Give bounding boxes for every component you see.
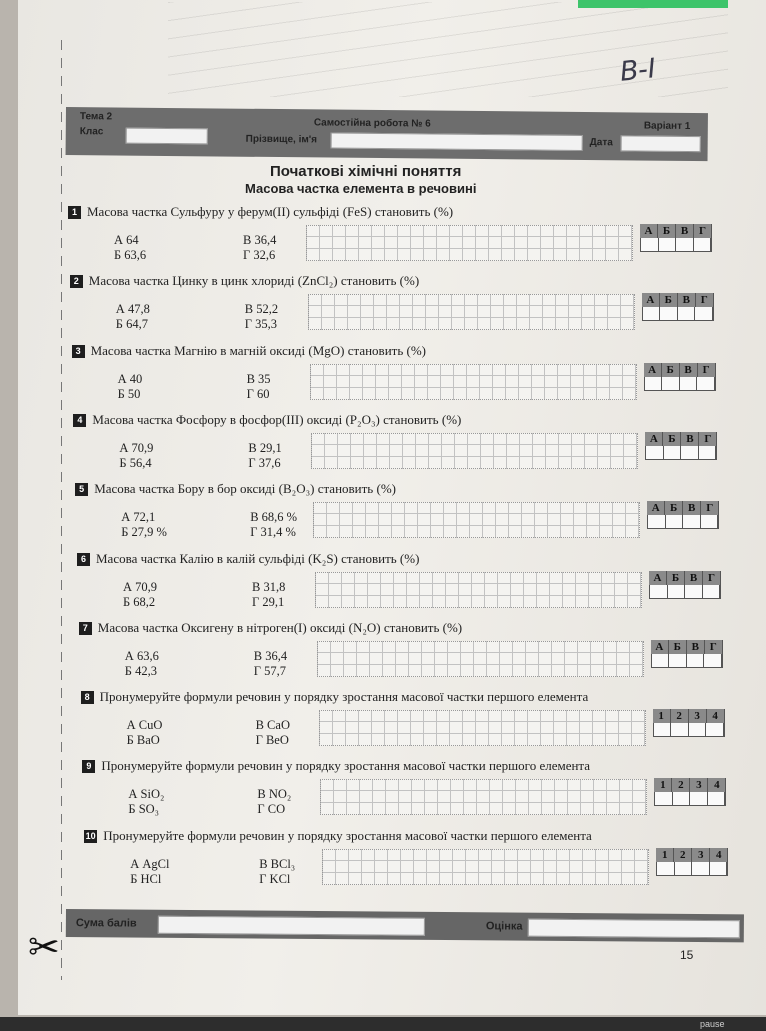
keyboard-edge — [0, 1017, 766, 1031]
option-a: А 64 — [114, 233, 139, 247]
option-v: В 35 — [246, 371, 271, 386]
question-2 — [70, 275, 722, 337]
answer-cell[interactable] — [697, 377, 715, 390]
option-g: Г BeO — [255, 733, 289, 748]
answer-cell[interactable] — [650, 585, 668, 598]
handwritten-note: B-I — [618, 53, 658, 88]
date-field[interactable] — [621, 135, 701, 152]
question-number: 2 — [70, 275, 83, 288]
work-grid[interactable] — [317, 641, 644, 677]
answer-cell[interactable] — [662, 377, 680, 390]
work-grid[interactable] — [315, 572, 642, 608]
answer-cell[interactable] — [675, 862, 693, 875]
work-grid[interactable] — [319, 710, 646, 746]
answer-header: 2 — [674, 848, 692, 862]
surname-field[interactable] — [331, 133, 583, 151]
question-6 — [77, 550, 729, 615]
answer-cell[interactable] — [695, 307, 713, 320]
answer-cell[interactable] — [641, 238, 659, 251]
answer-header: Б — [660, 293, 678, 307]
answer-box — [651, 640, 723, 668]
work-grid[interactable] — [311, 433, 638, 469]
page-title: Початкові хімічні поняття — [270, 163, 462, 180]
answer-cell[interactable] — [652, 654, 670, 667]
header-bar — [66, 107, 708, 161]
topic-label: Тема 2 — [79, 111, 113, 123]
option-g: Г 32,6 — [243, 248, 276, 262]
answer-header: Б — [662, 363, 680, 377]
question-text: Масова частка Калію в калій сульфіді (K₂S) становить (%) — [96, 550, 420, 566]
option-v: В 36,4 — [243, 233, 277, 247]
question-8 — [81, 691, 733, 753]
option-v: В BCl₃ — [259, 856, 296, 871]
option-b: Б 42,3 — [124, 663, 157, 678]
answer-box — [653, 709, 725, 737]
answer-header: 1 — [656, 848, 674, 862]
option-v: В 36,4 — [253, 648, 288, 663]
work-title: Самостійна робота № 6 — [313, 117, 431, 130]
answer-cell[interactable] — [660, 307, 678, 320]
sum-field[interactable] — [158, 916, 425, 936]
question-1 — [68, 206, 720, 268]
question-9 — [82, 760, 734, 822]
option-b: Б 50 — [117, 386, 141, 401]
answer-cell[interactable] — [666, 515, 684, 528]
option-v: В 29,1 — [248, 440, 282, 455]
option-b: Б HCl — [130, 871, 162, 886]
option-b: Б SO₃ — [128, 802, 160, 817]
option-a: А 63,6 — [124, 648, 159, 663]
work-grid[interactable] — [306, 225, 633, 261]
question-text: Масова частка Фосфору в фосфор(III) оксиді (P₂O₃) становить (%) — [92, 411, 462, 427]
answer-header: А — [642, 293, 660, 307]
option-g: Г 35,3 — [244, 317, 278, 332]
question-number: 4 — [73, 414, 86, 427]
option-a: А 47,8 — [115, 302, 150, 317]
answer-box — [654, 778, 726, 806]
answer-header: 2 — [672, 778, 690, 792]
class-label: Клас — [79, 126, 104, 138]
question-number: 7 — [79, 622, 92, 635]
answer-cell[interactable] — [655, 792, 673, 805]
answer-header: Г — [698, 363, 716, 377]
question-text: Пронумеруйте формули речовин у порядку зростання масової частки першого елемента — [101, 758, 591, 774]
answer-header: Б — [663, 432, 681, 446]
answer-header: В — [687, 640, 705, 654]
answer-header: А — [640, 224, 658, 238]
answer-cell[interactable] — [706, 723, 724, 736]
surname-label: Прізвище, ім'я — [245, 133, 318, 146]
answer-cell[interactable] — [689, 723, 707, 736]
grade-label: Оцінка — [485, 920, 523, 933]
answer-header: А — [651, 640, 669, 654]
option-a: А 40 — [117, 371, 143, 386]
answer-cell[interactable] — [681, 446, 699, 459]
page-subtitle: Масова частка елемента в речовині — [245, 181, 477, 196]
question-text: Пронумеруйте формули речовин у порядку зростання масової частки першого елемента — [103, 827, 592, 843]
option-b: Б 56,4 — [119, 455, 152, 470]
answer-cell[interactable] — [692, 862, 710, 875]
pause-key-label: pause — [700, 1019, 725, 1029]
option-g: Г 29,1 — [252, 594, 285, 609]
question-number: 9 — [82, 760, 95, 773]
question-number: 10 — [85, 830, 96, 841]
question-number: 6 — [77, 553, 90, 566]
answer-header: Б — [658, 224, 676, 238]
question-10 — [84, 827, 736, 892]
option-g: Г CO — [257, 802, 286, 817]
answer-cell[interactable] — [680, 377, 698, 390]
answer-cell[interactable] — [671, 723, 689, 736]
option-g: Г 60 — [246, 386, 270, 401]
question-3 — [72, 342, 724, 407]
answer-header: А — [644, 363, 662, 377]
question-number: 8 — [81, 691, 94, 704]
option-a: А AgCl — [130, 856, 170, 871]
answer-cell[interactable] — [664, 446, 682, 459]
option-a: А 70,9 — [119, 440, 154, 455]
answer-header: А — [647, 501, 665, 515]
question-text: Масова частка Цинку в цинк хлориді (ZnCl₂) становить (%) — [88, 273, 420, 289]
question-7 — [79, 619, 731, 684]
green-sticker — [578, 0, 728, 8]
answer-cell[interactable] — [657, 862, 675, 875]
option-b: Б 68,2 — [123, 594, 156, 609]
answer-header: А — [649, 571, 667, 585]
page-number: 15 — [680, 948, 694, 962]
option-v: В 52,2 — [244, 302, 279, 317]
question-text: Масова частка Бору в бор оксиді (B₂O₃) становить (%) — [94, 481, 396, 497]
option-v: В NO₂ — [257, 787, 292, 802]
option-g: Г KCl — [259, 871, 291, 886]
footer-bar — [66, 909, 744, 942]
work-grid[interactable] — [320, 779, 647, 815]
answer-cell[interactable] — [668, 585, 686, 598]
answer-cell[interactable] — [669, 654, 687, 667]
option-b: Б BaO — [126, 733, 160, 748]
answer-header: 2 — [671, 709, 689, 723]
option-v: В CaO — [255, 718, 290, 733]
work-grid[interactable] — [322, 849, 649, 885]
answer-box — [656, 848, 728, 876]
answer-header: Г — [705, 640, 723, 654]
answer-box — [640, 224, 712, 252]
answer-header: 4 — [707, 709, 725, 723]
answer-cell[interactable] — [646, 446, 664, 459]
answer-header: 3 — [689, 709, 707, 723]
question-text: Масова частка Сульфуру у ферум(II) сульфіді (FeS) становить (%) — [87, 204, 454, 219]
answer-header: В — [680, 363, 698, 377]
answer-header: В — [681, 432, 699, 446]
answer-cell[interactable] — [690, 792, 708, 805]
option-a: А CuO — [126, 718, 163, 733]
answer-cell[interactable] — [703, 585, 721, 598]
option-g: Г 31,4 % — [250, 525, 296, 540]
question-number: 1 — [68, 206, 81, 219]
option-b: Б 27,9 % — [121, 525, 167, 540]
answer-header: 4 — [708, 778, 726, 792]
question-text: Пронумеруйте формули речовин у порядку зростання масової частки першого елемента — [99, 689, 589, 705]
option-a: А SiO₂ — [128, 787, 165, 802]
answer-cell[interactable] — [645, 377, 663, 390]
class-field[interactable] — [126, 128, 208, 145]
answer-box — [645, 432, 717, 460]
answer-cell[interactable] — [683, 515, 701, 528]
answer-header: Г — [694, 224, 712, 238]
question-number: 3 — [72, 345, 85, 358]
answer-cell[interactable] — [710, 862, 728, 875]
answer-cell[interactable] — [654, 723, 672, 736]
answer-cell[interactable] — [701, 515, 719, 528]
answer-cell[interactable] — [676, 238, 694, 251]
answer-box — [642, 293, 714, 321]
answer-header: 1 — [654, 778, 672, 792]
answer-header: Г — [699, 432, 717, 446]
answer-header: 3 — [692, 848, 710, 862]
answer-header: В — [685, 571, 703, 585]
answer-header: В — [678, 293, 696, 307]
cut-line — [61, 40, 62, 980]
answer-box — [644, 363, 716, 391]
answer-header: Г — [703, 571, 721, 585]
option-b: Б 63,6 — [114, 248, 147, 262]
answer-header: А — [645, 432, 663, 446]
option-g: Г 37,6 — [248, 455, 281, 470]
answer-header: Б — [669, 640, 687, 654]
answer-cell[interactable] — [699, 446, 717, 459]
question-text: Масова частка Магнію в магній оксиді (MgO) становить (%) — [90, 342, 427, 358]
option-v: В 68,6 % — [250, 510, 298, 525]
answer-box — [649, 571, 721, 599]
answer-cell[interactable] — [694, 238, 712, 251]
answer-header: Б — [665, 501, 683, 515]
answer-cell[interactable] — [704, 654, 722, 667]
question-4 — [73, 411, 725, 476]
answer-cell[interactable] — [648, 515, 666, 528]
answer-cell[interactable] — [687, 654, 705, 667]
option-a: А 72,1 — [121, 510, 156, 525]
answer-cell[interactable] — [673, 792, 691, 805]
scissors-icon: ✂ — [28, 925, 60, 969]
grade-field[interactable] — [528, 919, 740, 939]
work-grid[interactable] — [308, 294, 635, 330]
answer-cell[interactable] — [643, 307, 661, 320]
sum-label: Сума балів — [75, 917, 137, 930]
answer-header: 4 — [710, 848, 728, 862]
date-label: Дата — [589, 137, 613, 149]
answer-header: Г — [696, 293, 714, 307]
answer-cell[interactable] — [659, 238, 677, 251]
answer-header: 3 — [690, 778, 708, 792]
variant-label: Варіант 1 — [643, 120, 691, 132]
option-b: Б 64,7 — [115, 317, 148, 332]
option-g: Г 57,7 — [253, 663, 287, 678]
work-grid[interactable] — [313, 502, 640, 538]
question-text: Масова частка Оксигену в нітроген(I) оксиді (N₂O) становить (%) — [97, 619, 463, 635]
answer-header: Б — [667, 571, 685, 585]
question-number: 5 — [75, 483, 88, 496]
answer-header: В — [676, 224, 694, 238]
answer-header: 1 — [653, 709, 671, 723]
option-a: А 70,9 — [123, 579, 158, 594]
answer-cell[interactable] — [685, 585, 703, 598]
answer-header: Г — [701, 501, 719, 515]
answer-header: В — [683, 501, 701, 515]
option-v: В 31,8 — [252, 579, 286, 594]
work-grid[interactable] — [310, 364, 637, 400]
answer-cell[interactable] — [678, 307, 696, 320]
answer-box — [647, 501, 719, 529]
answer-cell[interactable] — [708, 792, 726, 805]
question-5 — [75, 483, 727, 545]
